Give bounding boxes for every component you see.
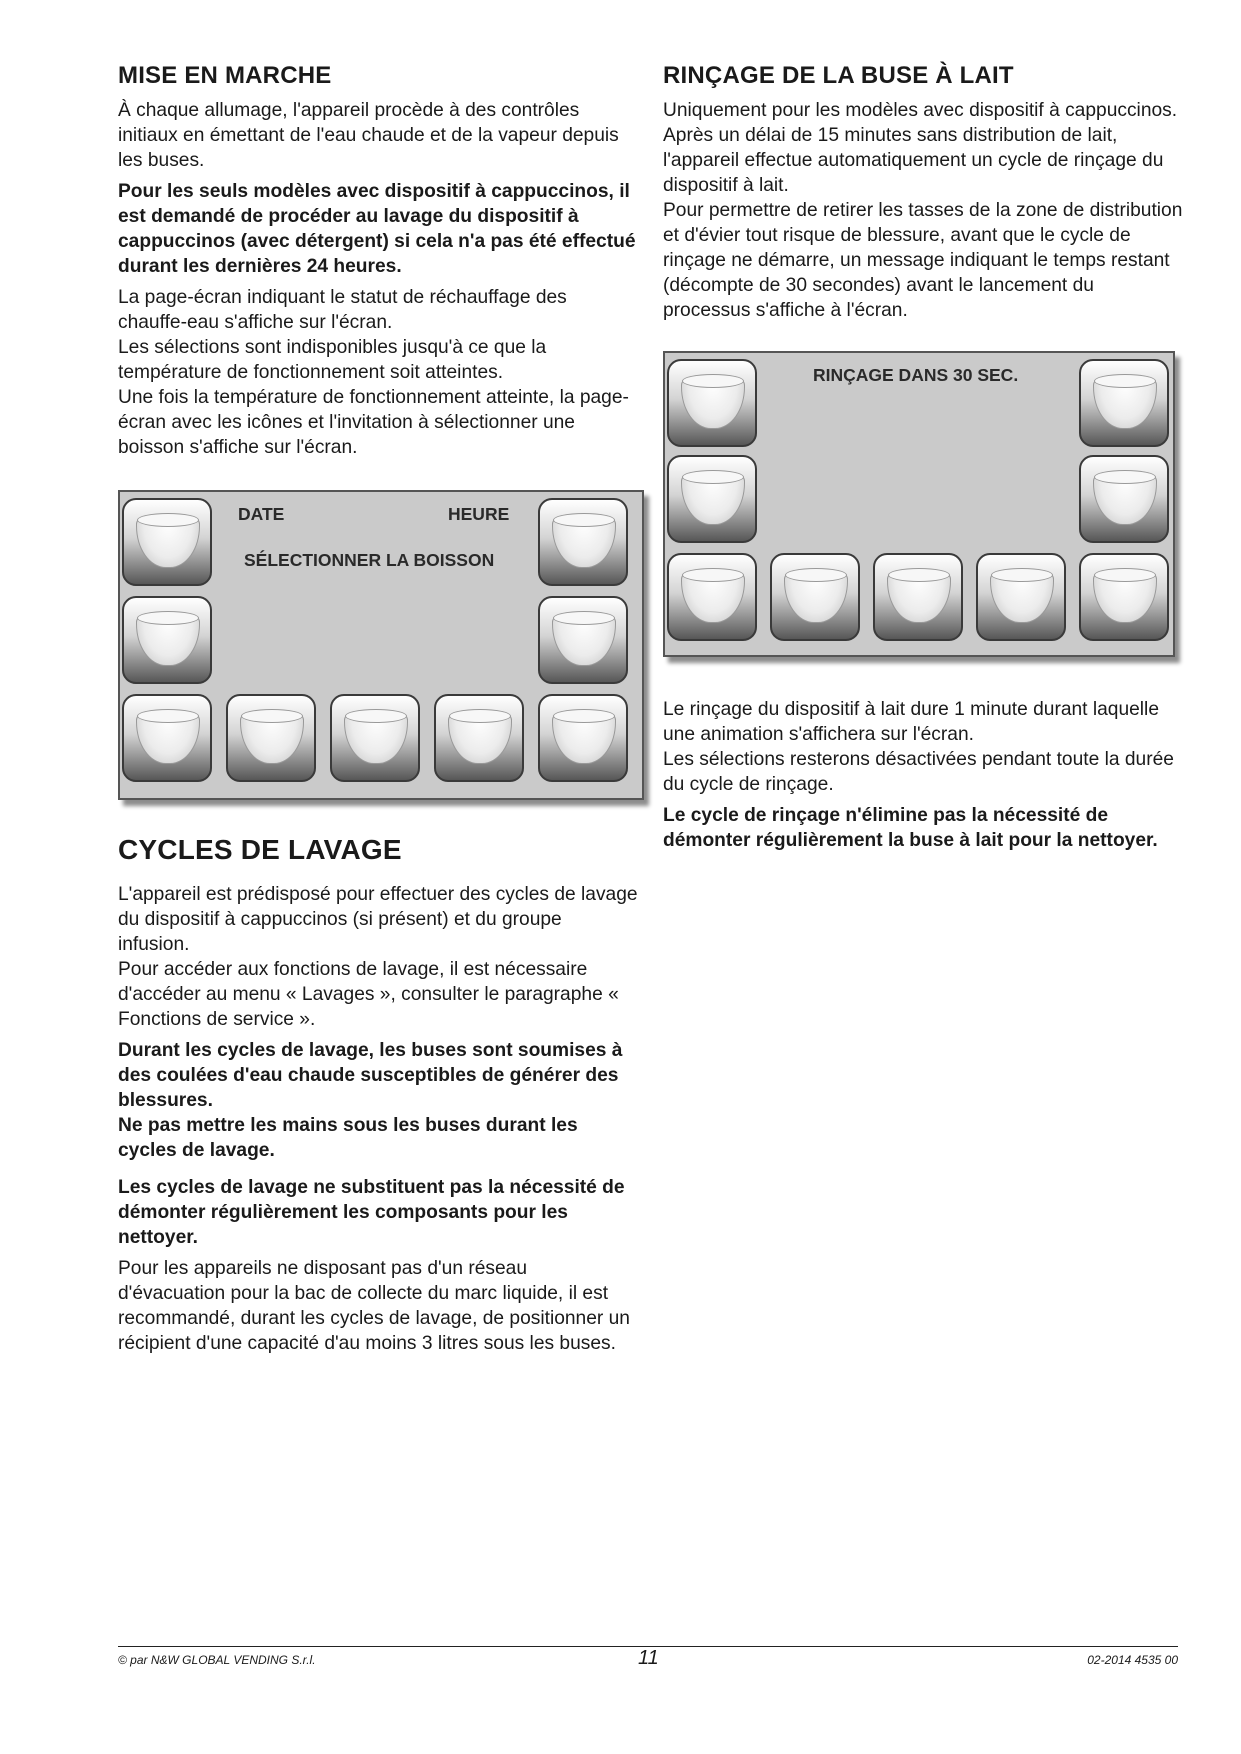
cup-icon: [1093, 379, 1157, 429]
cup-icon: [681, 573, 745, 623]
drink-button[interactable]: [770, 553, 860, 641]
drink-button[interactable]: [1079, 359, 1169, 447]
cup-icon: [448, 714, 512, 764]
cup-icon: [1093, 573, 1157, 623]
screen-date-label: DATE: [238, 504, 285, 524]
cup-icon: [552, 714, 616, 764]
drink-button[interactable]: [434, 694, 524, 782]
footer-copyright: © par N&W GLOBAL VENDING S.r.l.: [118, 1653, 316, 1667]
cup-icon: [136, 518, 200, 568]
left-column: [118, 62, 638, 1356]
drink-button[interactable]: [538, 596, 628, 684]
screen-countdown-message: RINÇAGE DANS 30 SEC.: [813, 365, 1019, 385]
cup-icon: [681, 475, 745, 525]
drink-button[interactable]: [1079, 455, 1169, 543]
paragraph: Les sélections resterons désactivées pendant toute la durée du cycle de rinçage.: [663, 749, 1174, 795]
drink-button[interactable]: [226, 694, 316, 782]
warning-paragraph: Pour les seuls modèles avec dispositif à cappuccinos, il est demandé de procéder au lavage du dispositif à cappuccinos (avec détergent) si cela n'a pas été effectué durant les dernières 24 heures.: [118, 181, 636, 277]
paragraph: L'appareil est prédisposé pour effectuer des cycles de lavage du dispositif à cappuccinos (si présent) et du groupe infusion.: [118, 884, 638, 955]
screen-time-label: HEURE: [448, 504, 510, 524]
drink-button[interactable]: [122, 694, 212, 782]
drink-button[interactable]: [122, 498, 212, 586]
paragraph: Pour les appareils ne disposant pas d'un réseau d'évacuation pour la bac de collecte du marc liquide, il est recommandé, durant les cycles de lavage, de positionner un récipient d'une capacité d'au moins 3 litres sous les buses.: [118, 1258, 630, 1354]
cup-icon: [240, 714, 304, 764]
section-title-cycles-de-lavage: CYCLES DE LAVAGE: [118, 834, 402, 865]
drink-button[interactable]: [122, 596, 212, 684]
warning-paragraph: Les cycles de lavage ne substituent pas la nécessité de démonter régulièrement les composants pour les nettoyer.: [118, 1177, 625, 1248]
section-title-rincage: RINÇAGE DE LA BUSE À LAIT: [663, 62, 1014, 89]
paragraph: À chaque allumage, l'appareil procède à des contrôles initiaux en émettant de l'eau chaude et de la vapeur depuis les buses.: [118, 100, 619, 171]
paragraph: Pour permettre de retirer les tasses de la zone de distribution et d'évier tout risque de blessure, avant que le cycle de rinçage ne démarre, un message indiquant le temps restant (décompte de 30 secondes) avant le lancement du processus s'affiche à l'écran.: [663, 200, 1183, 321]
section-title-mise-en-marche: MISE EN MARCHE: [118, 62, 332, 89]
cup-icon: [990, 573, 1054, 623]
rinse-countdown-screen: [663, 351, 1175, 657]
drink-button[interactable]: [667, 359, 757, 447]
cup-icon: [552, 518, 616, 568]
paragraph: Le rinçage du dispositif à lait dure 1 minute durant laquelle une animation s'affichera sur l'écran.: [663, 699, 1159, 745]
warning-paragraph: Durant les cycles de lavage, les buses sont soumises à des coulées d'eau chaude susceptibles de générer des blessures.: [118, 1040, 623, 1111]
screen-prompt: SÉLECTIONNER LA BOISSON: [244, 550, 495, 570]
drink-button[interactable]: [1079, 553, 1169, 641]
drink-button[interactable]: [538, 498, 628, 586]
paragraph: La page-écran indiquant le statut de réchauffage des chauffe-eau s'affiche sur l'écran.: [118, 287, 567, 333]
drink-button[interactable]: [873, 553, 963, 641]
paragraph: Uniquement pour les modèles avec dispositif à cappuccinos.: [663, 100, 1178, 121]
cup-icon: [887, 573, 951, 623]
page-number: 11: [638, 1647, 659, 1669]
paragraph: Une fois la température de fonctionnement atteinte, la page-écran avec les icônes et l'invitation à sélectionner une boisson s'affiche sur l'écran.: [118, 387, 629, 458]
drink-button[interactable]: [330, 694, 420, 782]
cup-icon: [552, 616, 616, 666]
drink-button[interactable]: [976, 553, 1066, 641]
cup-icon: [136, 616, 200, 666]
cup-icon: [344, 714, 408, 764]
cup-icon: [681, 379, 745, 429]
right-column: [663, 62, 1183, 853]
select-drink-screen: [118, 490, 644, 800]
drink-button[interactable]: [667, 455, 757, 543]
cup-icon: [136, 714, 200, 764]
cup-icon: [1093, 475, 1157, 525]
cup-icon: [784, 573, 848, 623]
paragraph: Les sélections sont indisponibles jusqu'à ce que la température de fonctionnement soit atteintes.: [118, 337, 547, 383]
warning-paragraph: Ne pas mettre les mains sous les buses durant les cycles de lavage.: [118, 1115, 578, 1161]
drink-button[interactable]: [667, 553, 757, 641]
paragraph: Pour accéder aux fonctions de lavage, il est nécessaire d'accéder au menu « Lavages », consulter le paragraphe « Fonctions de service ».: [118, 959, 619, 1030]
paragraph: Après un délai de 15 minutes sans distribution de lait, l'appareil effectue automatiquement un cycle de rinçage du dispositif à lait.: [663, 125, 1164, 196]
drink-button[interactable]: [538, 694, 628, 782]
warning-paragraph: Le cycle de rinçage n'élimine pas la nécessité de démonter régulièrement la buse à lait pour la nettoyer.: [663, 805, 1158, 851]
document-code: 02-2014 4535 00: [1087, 1653, 1178, 1667]
